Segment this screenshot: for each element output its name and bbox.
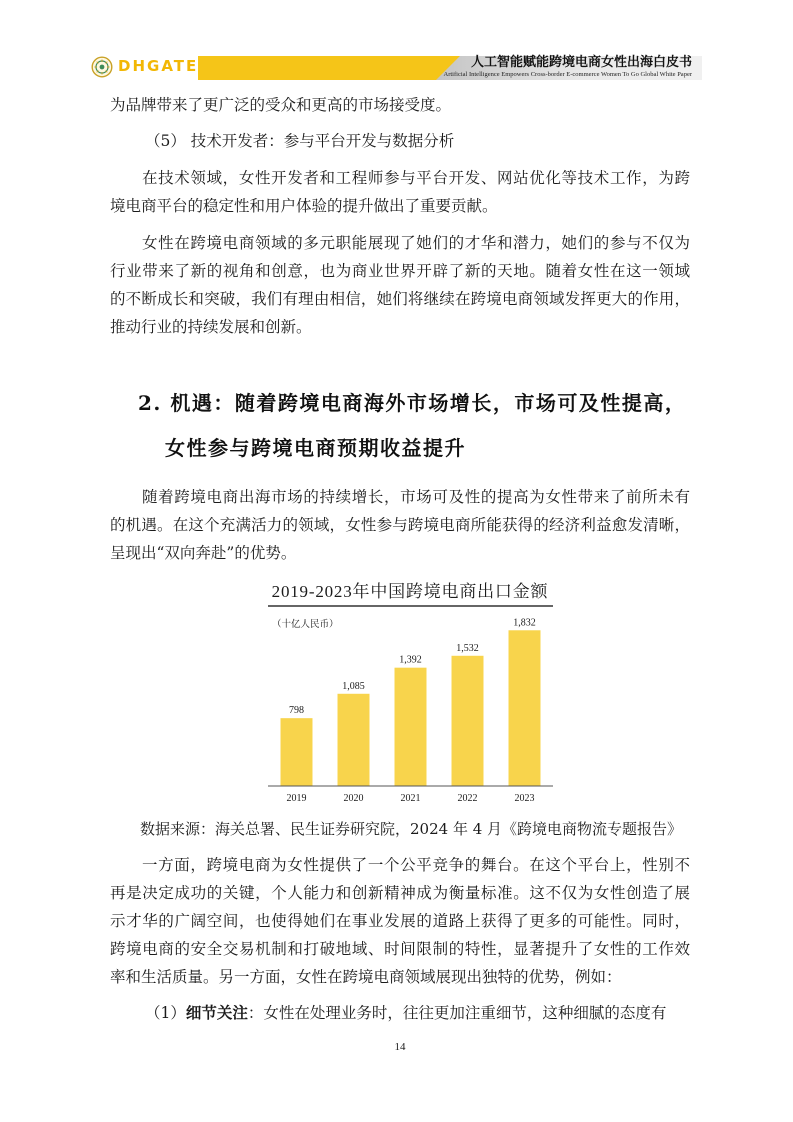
- paragraph-line: 的机遇。在这个充满活力的领域，女性参与跨境电商所能获得的经济利益愈发清晰，: [110, 516, 690, 534]
- paragraph-line: 率和生活质量。另一方面，女性在跨境电商领域展现出独特的优势，例如：: [110, 968, 622, 986]
- bar-2022: [452, 656, 484, 786]
- bar-2019: [281, 718, 313, 786]
- document-title-cn: 人工智能赋能跨境电商女性出海白皮书: [470, 55, 692, 70]
- paragraph-line: 示才华的广阔空间，也使得她们在事业发展的道路上获得了更多的可能性。同时，: [110, 912, 690, 930]
- brand-wordmark: DHGATE: [118, 57, 199, 75]
- bar-2020: [338, 694, 370, 786]
- section-heading-line: 女性参与跨境电商预期收益提升: [165, 436, 466, 460]
- bar-2023: [509, 630, 541, 786]
- data-label-2021: 1,392: [399, 654, 422, 666]
- x-tick-2021: 2021: [400, 793, 421, 804]
- x-tick-2019: 2019: [286, 793, 307, 804]
- paragraph-line: 跨境电商的安全交易机制和打破地域、时间限制的特性，显著提升了女性的工作效: [110, 940, 690, 958]
- list-item-5-title: （5） 技术开发者：参与平台开发与数据分析: [145, 132, 455, 150]
- paragraph-line: 一方面，跨境电商为女性提供了一个公平竞争的舞台。在这个平台上，性别不: [142, 856, 690, 874]
- paragraph-line: 境电商平台的稳定性和用户体验的提升做出了重要贡献。: [110, 197, 498, 215]
- chart-unit-label: （十亿人民币）: [272, 620, 339, 630]
- document-title-en: Artificial Intelligence Empowers Cross-border E-commerce Women To Go Global White Paper: [443, 71, 692, 78]
- header-yellow-band: [198, 56, 470, 80]
- page-number: 14: [394, 1041, 406, 1053]
- paragraph-line: 的不断成长和突破，我们有理由相信，她们将继续在跨境电商领域发挥更大的作用，: [110, 290, 690, 308]
- data-label-2020: 1,085: [342, 680, 365, 692]
- list-item-text: ：女性在处理业务时，往往更加注重细节，这种细腻的态度有: [247, 1004, 667, 1022]
- chart-source-note: 数据来源：海关总署、民生证券研究院，2024 年 4 月《跨境电商物流专题报告》: [140, 820, 683, 838]
- chart-title: 2019-2023年中国跨境电商出口金额: [271, 582, 549, 601]
- list-item-number: （1）: [145, 1004, 186, 1022]
- list-item-1: [145, 1003, 666, 1023]
- paragraph-line: 再是决定成功的关键，个人能力和创新精神成为衡量标准。这不仅为女性创造了展: [110, 884, 690, 902]
- x-tick-2020: 2020: [343, 793, 364, 804]
- x-tick-2022: 2022: [457, 793, 478, 804]
- paragraph-line: 呈现出“双向奔赴”的优势。: [110, 544, 297, 562]
- paragraph-line: 行业带来了新的视角和创意，也为商业世界开辟了新的天地。随着女性在这一领域: [110, 262, 690, 280]
- export-bar-chart: [260, 575, 560, 810]
- intro-line: 为品牌带来了更广泛的受众和更高的市场接受度。: [110, 96, 452, 114]
- chart-marks: [281, 617, 541, 804]
- paragraph-line: 女性在跨境电商领域的多元职能展现了她们的才华和潜力，她们的参与不仅为: [142, 234, 690, 252]
- data-label-2023: 1,832: [513, 617, 536, 629]
- paragraph-line: 随着跨境电商出海市场的持续增长，市场可及性的提高为女性带来了前所未有: [142, 488, 690, 506]
- company-emblem-icon: [91, 56, 113, 78]
- x-tick-2023: 2023: [514, 793, 535, 804]
- data-label-2022: 1,532: [456, 642, 479, 654]
- section-heading-line: 2. 机遇：随着跨境电商海外市场增长，市场可及性提高，: [138, 391, 687, 415]
- paragraph-line: 推动行业的持续发展和创新。: [110, 318, 312, 336]
- bar-2021: [395, 668, 427, 786]
- data-label-2019: 798: [289, 705, 304, 717]
- list-item-title: 细节关注: [185, 1003, 248, 1022]
- paragraph-line: 在技术领域，女性开发者和工程师参与平台开发、网站优化等技术工作，为跨: [142, 169, 690, 187]
